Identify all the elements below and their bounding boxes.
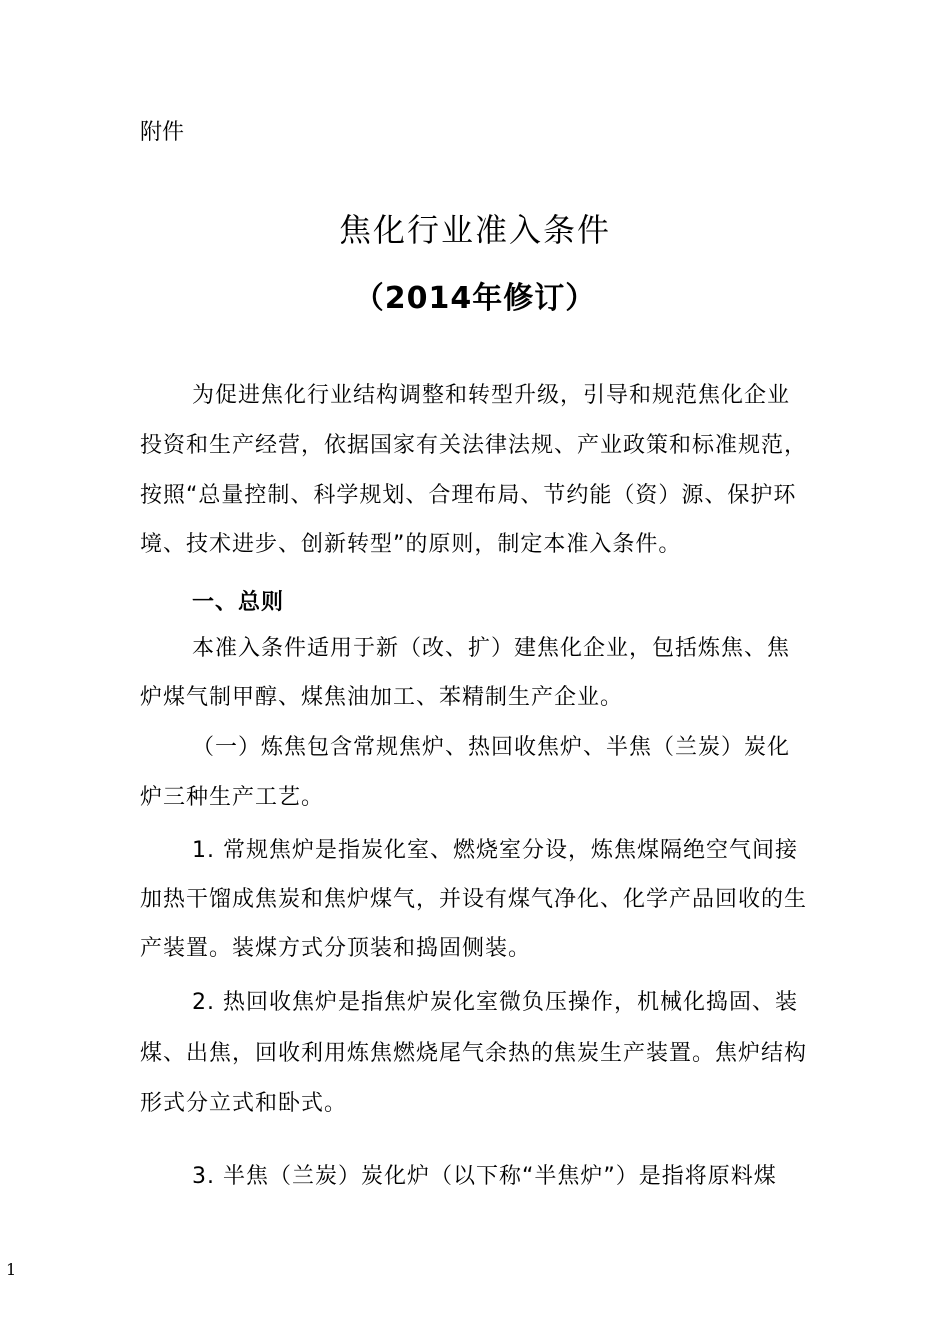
section-heading-general: 一、总则 [192, 590, 285, 615]
text-line: 产装置。装煤方式分顶装和捣固侧装。 [140, 936, 532, 961]
text-line: （一）炼焦包含常规焦炉、热回收焦炉、半焦（兰炭）炭化 [192, 735, 791, 760]
text-line: 2. 热回收焦炉是指焦炉炭化室微负压操作，机械化捣固、装 [192, 990, 798, 1015]
text-line: 投资和生产经营，依据国家有关法律法规、产业政策和标准规范， [140, 433, 808, 458]
document-subtitle: （2014年修订） [353, 281, 597, 316]
text-line: 本准入条件适用于新（改、扩）建焦化企业，包括炼焦、焦 [192, 636, 791, 661]
text-line: 煤、出焦，回收利用炼焦燃烧尾气余热的焦炭生产装置。焦炉结构 [140, 1041, 808, 1066]
attachment-label: 附件 [140, 120, 185, 145]
page-number: 1 [6, 1260, 17, 1279]
text-line: 炉煤气制甲醇、煤焦油加工、苯精制生产企业。 [140, 685, 624, 710]
text-line: 境、技术进步、创新转型”的原则，制定本准入条件。 [140, 532, 682, 557]
text-line: 炉三种生产工艺。 [140, 785, 325, 810]
text-line: 加热干馏成焦炭和焦炉煤气，并设有煤气净化、化学产品回收的生 [140, 887, 808, 912]
text-line: 为促进焦化行业结构调整和转型升级，引导和规范焦化企业 [192, 383, 791, 408]
document-title: 焦化行业准入条件 [338, 211, 611, 249]
text-line: 形式分立式和卧式。 [140, 1091, 348, 1116]
text-line: 1. 常规焦炉是指炭化室、燃烧室分设，炼焦煤隔绝空气间接 [192, 838, 798, 863]
text-line: 按照“总量控制、科学规划、合理布局、节约能（资）源、保护环 [140, 483, 797, 508]
text-line: 3. 半焦（兰炭）炭化炉（以下称“半焦炉”）是指将原料煤 [192, 1164, 777, 1189]
